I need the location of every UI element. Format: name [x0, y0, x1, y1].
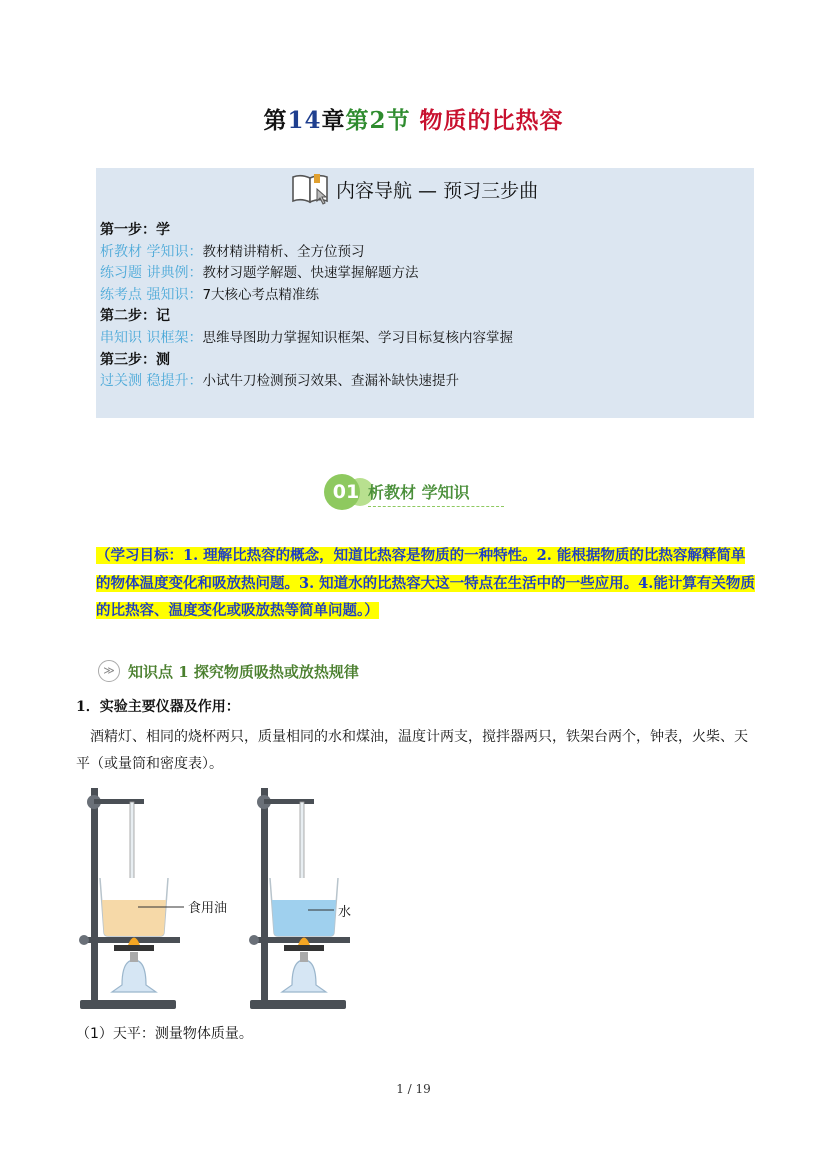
step-title: 第一步：学 — [100, 222, 170, 238]
title-part: 第 — [263, 107, 288, 134]
nav-item-label: 练考点 强知识： — [100, 286, 203, 303]
nav-item-label: 串知识 识框架： — [100, 329, 203, 346]
title-part: 章 — [321, 107, 346, 134]
knowledge-point-heading — [98, 660, 359, 682]
nav-item-label: 练习题 讲典例： — [100, 265, 203, 282]
content-nav-box — [96, 168, 754, 418]
nav-item-desc: 教材精讲精析、全方位预习 — [202, 243, 365, 260]
caption-balance: （1）天平：测量物体质量。 — [76, 1026, 253, 1042]
section-title: 析教材 学知识 — [368, 483, 470, 502]
nav-step — [100, 306, 513, 328]
page-number: 1 / 19 — [396, 1082, 431, 1096]
figure-label-oil: 食用油 — [188, 901, 228, 916]
step-title: 第三步：测 — [100, 351, 170, 368]
step-title: 第二步：记 — [100, 308, 170, 325]
learning-goal-text: （学习目标：1. 理解比热容的概念，知道比热容是物质的一种特性。2. 能根据物质的比热容解释简单的物体温度变化和吸放热问题。3. 知道水的比热容大这一特点在生活中的一些应用。4.能计算有关物质的比热容、温度变化或吸放热等简单问题。） — [96, 547, 755, 619]
title-part: 物质的比热容 — [419, 107, 564, 134]
section-badge — [324, 474, 504, 510]
nav-lines — [100, 220, 513, 393]
page-title — [0, 102, 827, 135]
nav-item-label: 析教材 学知识： — [100, 243, 203, 260]
chevron-right-icon: ≫ — [98, 660, 120, 682]
title-part: 节 — [386, 107, 411, 134]
title-part: 第 — [345, 107, 370, 134]
nav-item-label: 过关测 稳提升： — [100, 373, 203, 390]
nav-step — [100, 350, 513, 372]
nav-step — [100, 220, 513, 242]
section-underline — [368, 506, 504, 507]
section-number: 01 — [332, 481, 360, 503]
nav-item — [100, 371, 513, 393]
nav-item-desc: 教材习题学解题、快速掌握解题方法 — [202, 265, 419, 282]
nav-header — [290, 171, 538, 207]
nav-item — [100, 328, 513, 350]
left-apparatus — [79, 788, 227, 1009]
knowledge-point-title: 知识点 1 探究物质吸热或放热规律 — [128, 662, 359, 681]
figure-label-water: 水 — [338, 905, 352, 920]
nav-item-desc: 7大核心考点精准练 — [202, 286, 320, 303]
book-pointer-icon — [290, 171, 332, 207]
nav-item — [100, 285, 513, 307]
nav-header-text: 内容导航 — 预习三步曲 — [336, 179, 539, 202]
nav-item — [100, 263, 513, 285]
right-apparatus — [249, 788, 351, 1009]
experiment-figure — [76, 780, 406, 1015]
title-part: 2 — [369, 107, 387, 134]
learning-goal — [96, 542, 756, 625]
paragraph-instruments: 酒精灯、相同的烧杯两只，质量相同的水和煤油，温度计两支，搅拌器两只，铁架台两个，钟表，火柴、天平（或量筒和密度表）。 — [76, 729, 748, 772]
title-part: 14 — [287, 107, 322, 134]
nav-item-desc: 小试牛刀检测预习效果、查漏补缺快速提升 — [202, 373, 459, 390]
nav-item — [100, 242, 513, 264]
heading-instruments: 1．实验主要仪器及作用： — [76, 699, 240, 715]
nav-item-desc: 思维导图助力掌握知识框架、学习目标复核内容掌握 — [202, 329, 513, 346]
